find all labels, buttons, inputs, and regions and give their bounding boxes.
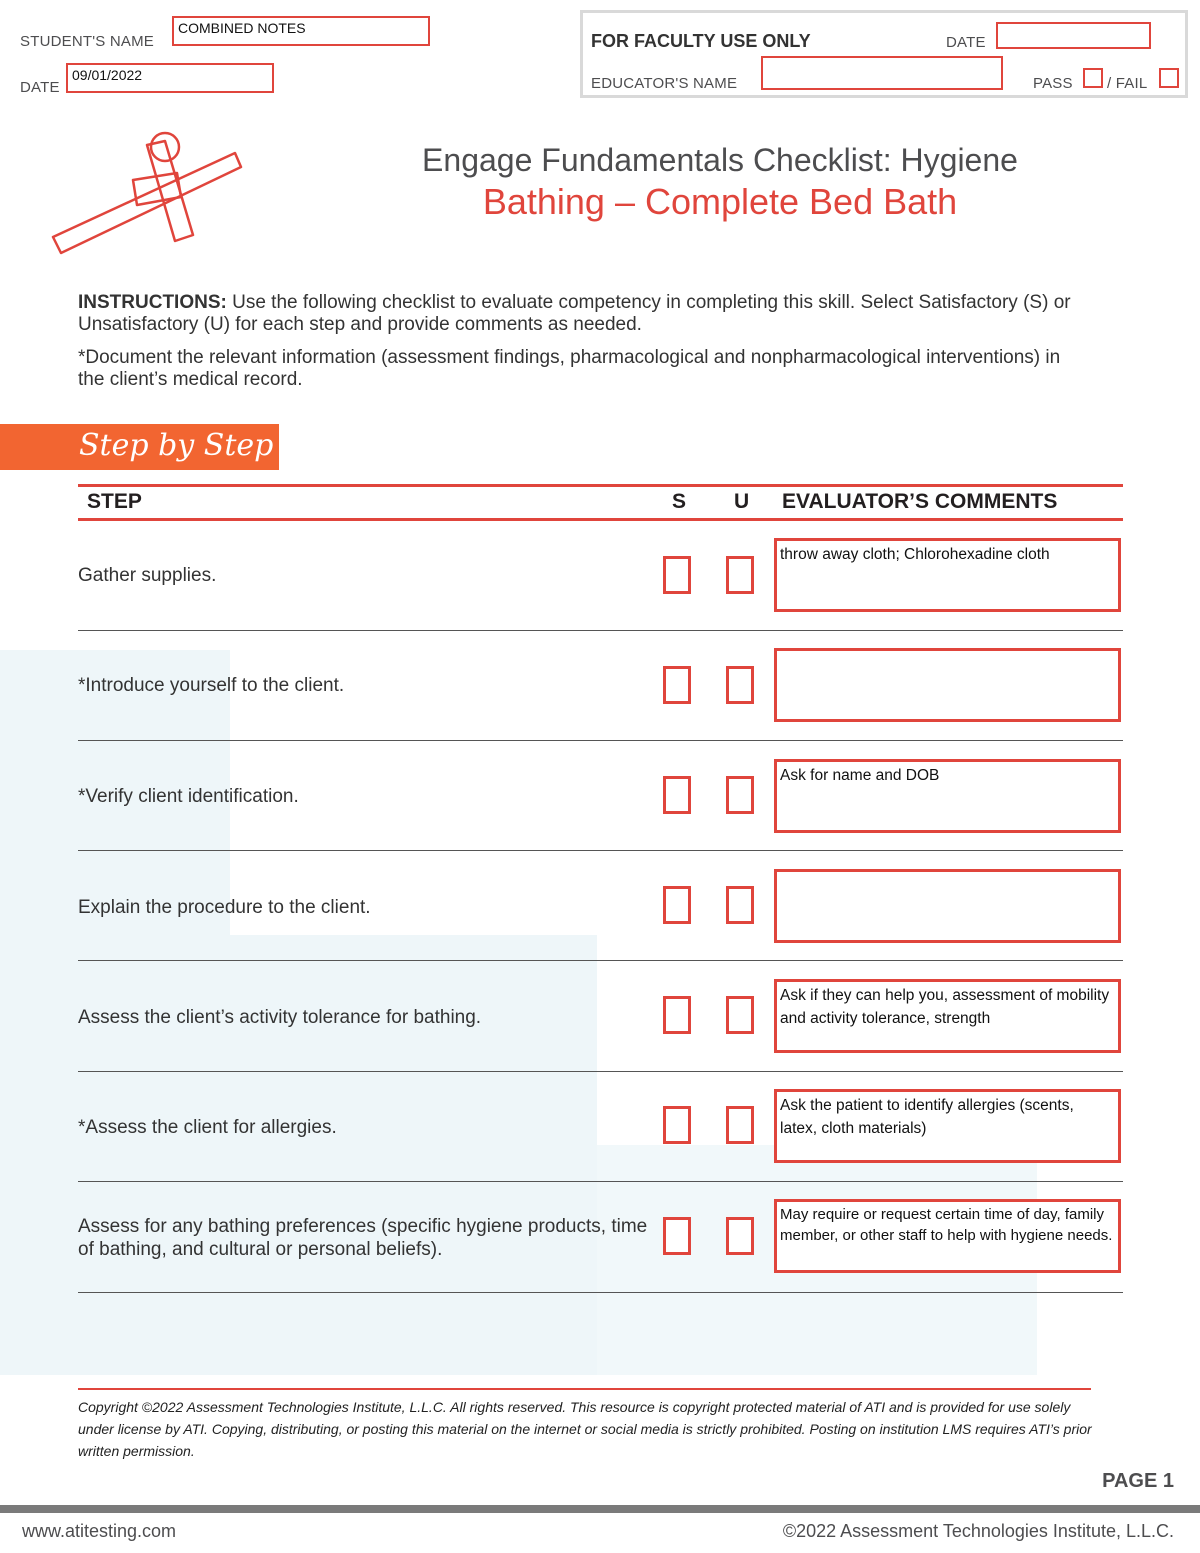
step-by-step-banner (0, 424, 279, 470)
row-divider (78, 1181, 1123, 1182)
step-text: *Verify client identification. (78, 786, 299, 807)
date-field[interactable] (66, 63, 274, 93)
copyright-notice: Copyright ©2022 Assessment Technologies Institute, L.L.C. All rights reserved. This resource is copyright protected material of ATI and is provided for use solely under license by ATI. Copying, distributing, or posting this material on the internet or social media is strictly prohibited. Posting on institution LMS requires ATI’s prior written permission. (78, 1399, 1092, 1459)
instructions-text: Use the following checklist to evaluate competency in completing this skill. Select Satisfactory (S) or Unsatisfactory (U) for each step and provide comments as needed. (78, 292, 1071, 335)
step-text: Gather supplies. (78, 565, 217, 586)
satisfactory-checkbox[interactable] (663, 666, 691, 704)
educator-name-label: EDUCATOR'S NAME (591, 75, 738, 92)
educator-name-field[interactable] (761, 56, 1003, 90)
comment-box[interactable] (774, 1199, 1121, 1273)
header-u: U (734, 490, 750, 513)
row-divider (78, 630, 1123, 631)
pass-checkbox[interactable] (1083, 68, 1103, 88)
fail-checkbox[interactable] (1159, 68, 1179, 88)
background-panel-lower (0, 935, 597, 1375)
unsatisfactory-checkbox[interactable] (726, 886, 754, 924)
student-name-value: COMBINED NOTES (178, 20, 306, 36)
unsatisfactory-checkbox[interactable] (726, 996, 754, 1034)
faculty-title: FOR FACULTY USE ONLY (591, 31, 811, 51)
comment-text: throw away cloth; Chlorohexadine cloth (780, 546, 1050, 563)
student-name-label: STUDENT'S NAME (20, 33, 155, 50)
row-divider (78, 740, 1123, 741)
faculty-use-box (580, 10, 1188, 98)
faculty-date-label: DATE (946, 34, 986, 51)
footer-company: ©2022 Assessment Technologies Institute, L.L.C. (782, 1521, 1174, 1541)
row-divider (78, 1071, 1123, 1072)
comment-text: May require or request certain time of day, family member, or other staff to help with hygiene needs. (780, 1206, 1113, 1244)
satisfactory-checkbox[interactable] (663, 776, 691, 814)
step-text: Assess the client’s activity tolerance for bathing. (78, 1007, 482, 1028)
step-text: *Introduce yourself to the client. (78, 675, 345, 696)
table-header-top-line (78, 484, 1123, 487)
documentation-note: *Document the relevant information (assessment findings, pharmacological and nonpharmacological interventions) in the client’s medical record. (78, 347, 1061, 390)
student-name-field[interactable] (172, 16, 430, 46)
instructions (78, 292, 1078, 336)
fail-label: / FAIL (1107, 75, 1148, 92)
header-comments: EVALUATOR’S COMMENTS (782, 490, 1058, 513)
comment-box[interactable] (774, 538, 1121, 612)
unsatisfactory-checkbox[interactable] (726, 666, 754, 704)
page-number: PAGE 1 (1102, 1470, 1174, 1492)
header-s: S (672, 490, 687, 513)
row-divider (78, 850, 1123, 851)
comment-box[interactable] (774, 648, 1121, 722)
pass-label: PASS (1033, 75, 1073, 92)
satisfactory-checkbox[interactable] (663, 1217, 691, 1255)
step-text: Explain the procedure to the client. (78, 897, 371, 918)
satisfactory-checkbox[interactable] (663, 556, 691, 594)
comment-box[interactable] (774, 759, 1121, 833)
unsatisfactory-checkbox[interactable] (726, 776, 754, 814)
satisfactory-checkbox[interactable] (663, 1106, 691, 1144)
date-label: DATE (20, 79, 60, 96)
comment-box[interactable] (774, 869, 1121, 943)
copyright-divider (78, 1388, 1091, 1390)
ati-logo-icon (45, 125, 255, 270)
unsatisfactory-checkbox[interactable] (726, 1217, 754, 1255)
satisfactory-checkbox[interactable] (663, 886, 691, 924)
comment-text: Ask the patient to identify allergies (scents, latex, cloth materials) (780, 1097, 1074, 1137)
comment-text: Ask for name and DOB (780, 767, 940, 784)
instructions-heading: INSTRUCTIONS: (78, 292, 227, 313)
satisfactory-checkbox[interactable] (663, 996, 691, 1034)
footer-bar (0, 1505, 1200, 1513)
comment-text: Ask if they can help you, assessment of mobility and activity tolerance, strength (780, 987, 1110, 1027)
comment-box[interactable] (774, 1089, 1121, 1163)
header-step: STEP (87, 490, 142, 513)
footer-website-link[interactable]: www.atitesting.com (22, 1521, 177, 1541)
faculty-date-field[interactable] (996, 22, 1151, 49)
row-divider (78, 960, 1123, 961)
row-divider (78, 1292, 1123, 1293)
banner-text: Step by Step (79, 428, 274, 463)
date-value: 09/01/2022 (72, 67, 143, 83)
comment-box[interactable] (774, 979, 1121, 1053)
checklist-title: Engage Fundamentals Checklist: Hygiene (422, 142, 1018, 178)
unsatisfactory-checkbox[interactable] (726, 556, 754, 594)
table-header-bottom-line (78, 518, 1123, 521)
step-text: *Assess the client for allergies. (78, 1117, 337, 1138)
skill-title: Bathing – Complete Bed Bath (482, 181, 958, 222)
unsatisfactory-checkbox[interactable] (726, 1106, 754, 1144)
step-text: Assess for any bathing preferences (specific hygiene products, time of bathing, and cultural or personal beliefs). (78, 1216, 648, 1260)
